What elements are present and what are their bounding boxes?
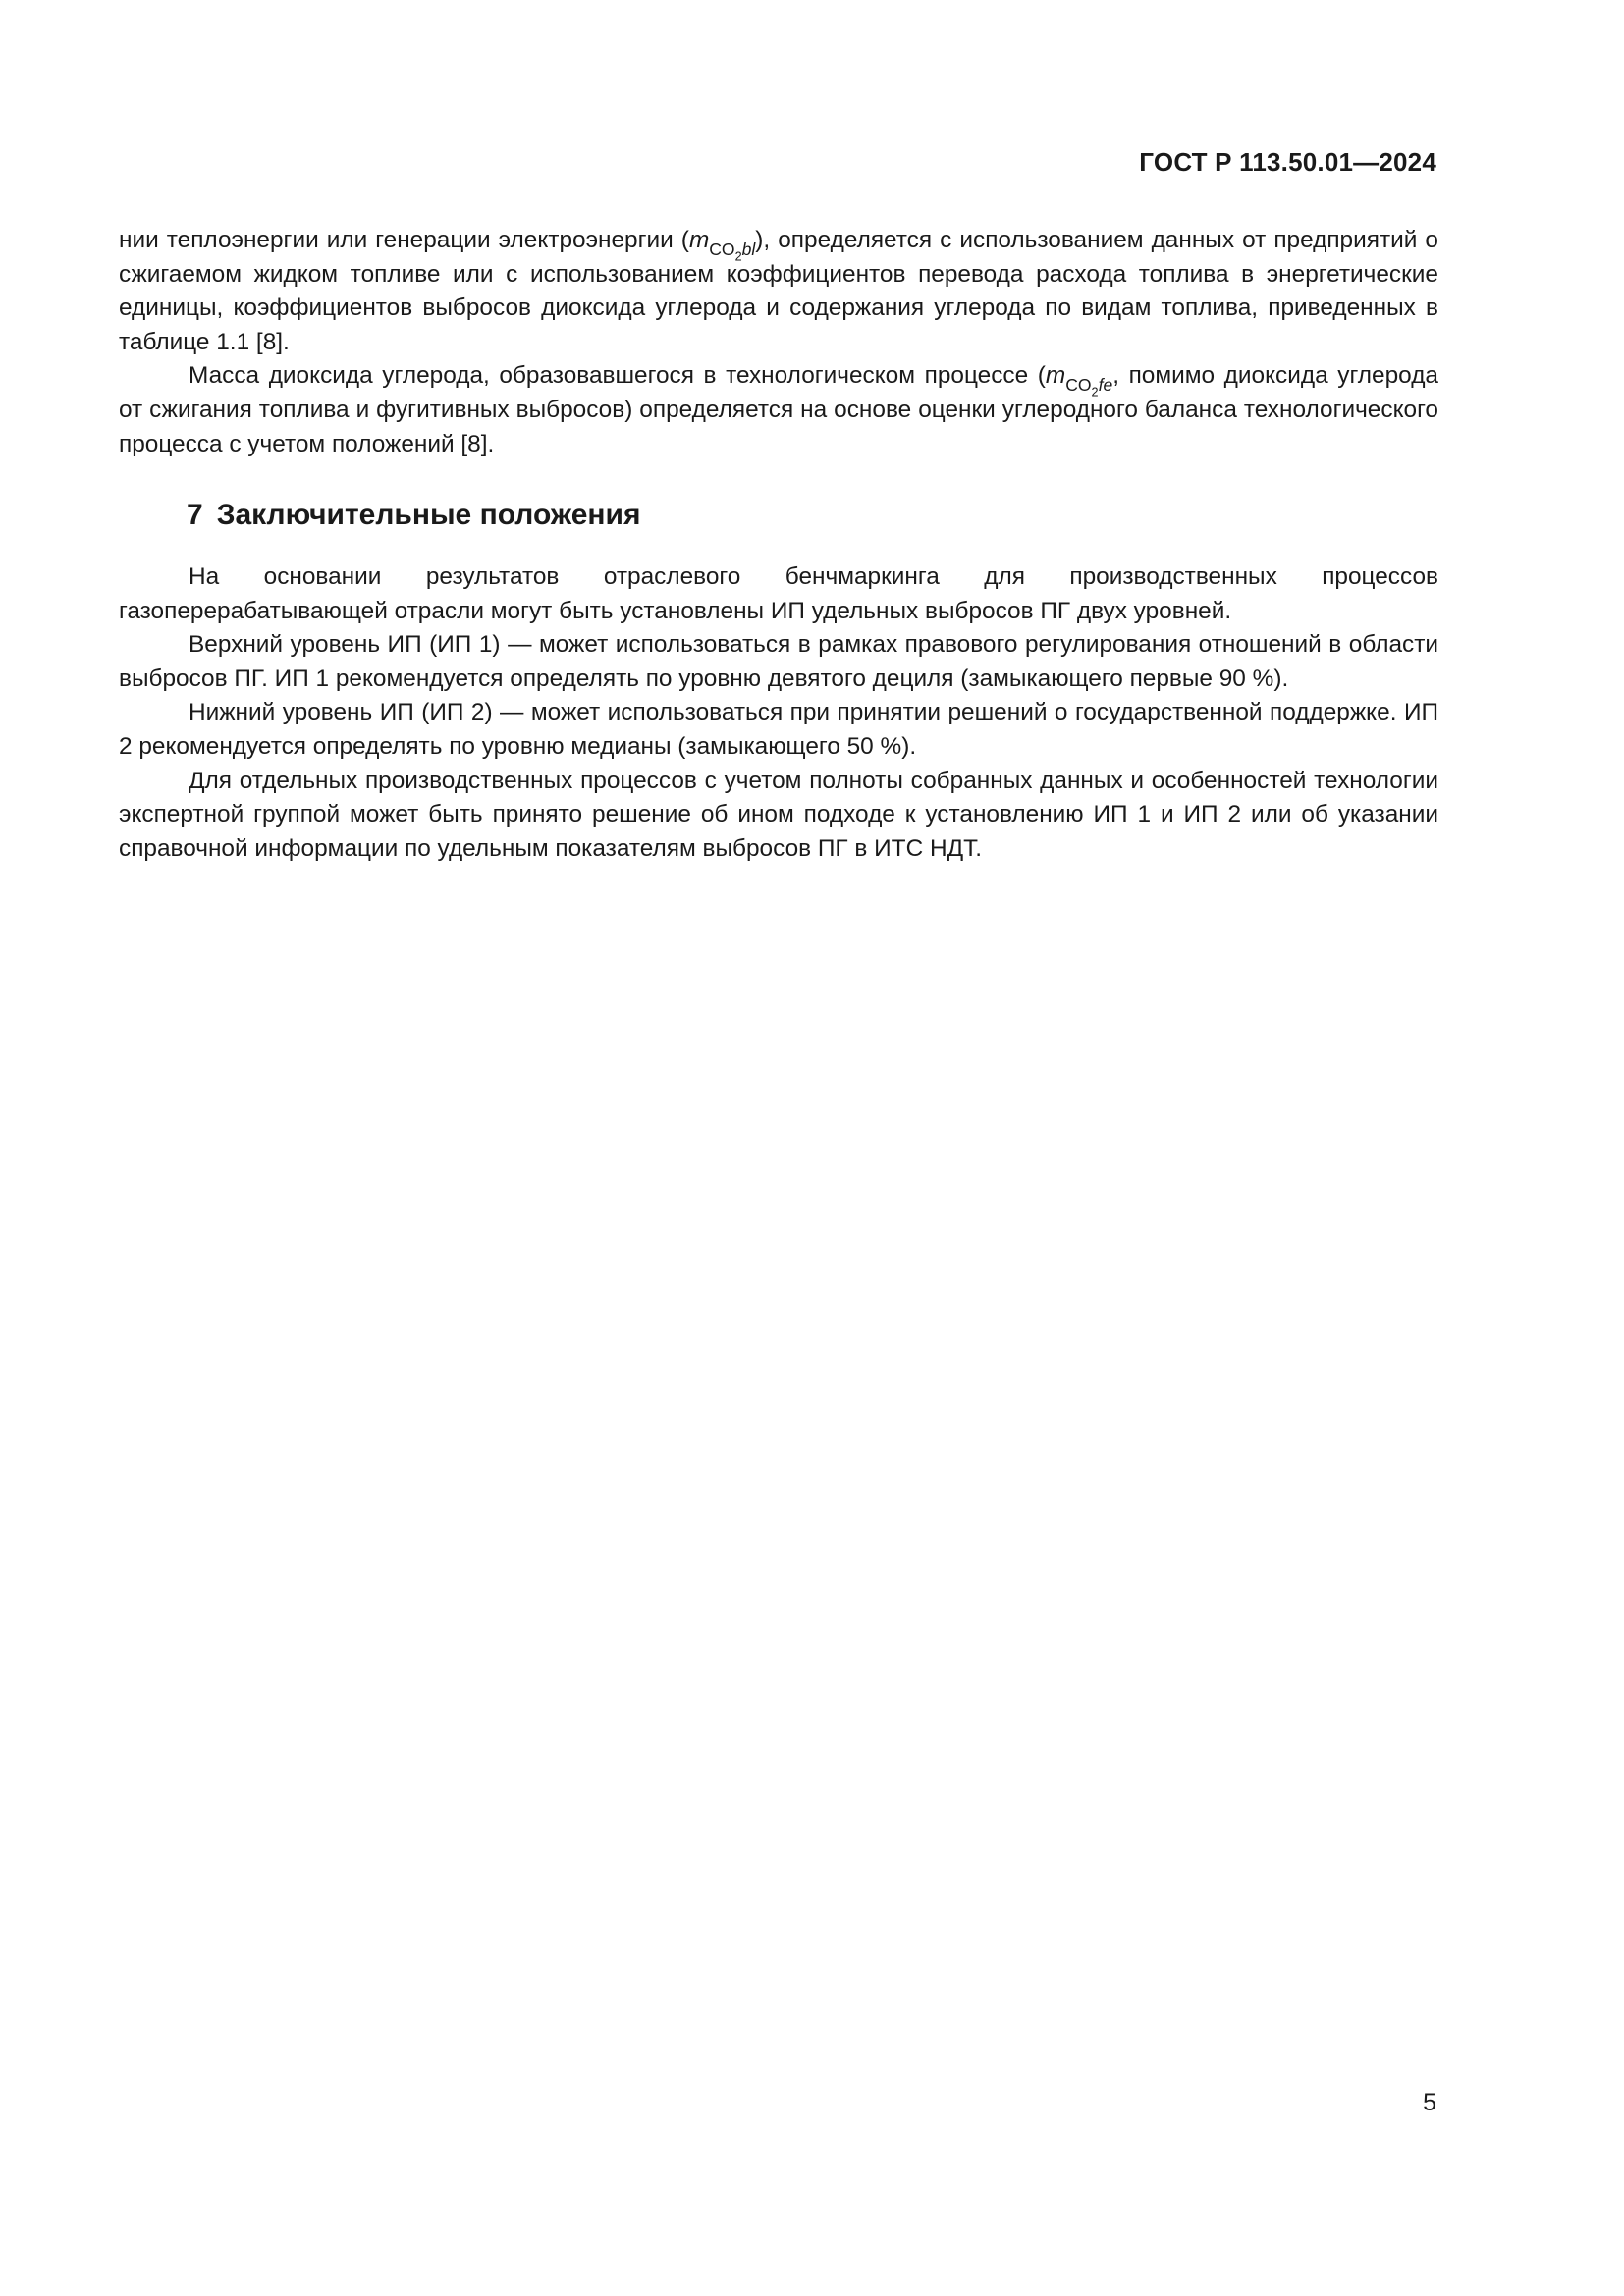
subscript-index: fe	[1098, 375, 1113, 396]
section-body	[119, 561, 1438, 866]
paragraph: На основании результатов отраслевого бенчмаркинга для производственных процессов газоперерабатывающей отрасли могут быть установлены ИП удельных выбросов ПГ двух уровней.	[119, 563, 1438, 624]
section-heading	[187, 499, 641, 532]
subscript	[709, 239, 756, 264]
document-code-header: ГОСТ Р 113.50.01—2024	[1139, 147, 1436, 177]
paragraph-co2-mass	[119, 359, 1438, 461]
paragraph-continued	[119, 224, 1438, 359]
section-title: Заключительные положения	[216, 499, 641, 531]
paragraph-text-start: нии теплоэнергии или генерации электроэнергии (	[119, 227, 689, 253]
subscript-co: CO	[709, 239, 735, 259]
math-variable-m: m	[1045, 362, 1066, 390]
subscript-2: 2	[734, 249, 742, 264]
section-number: 7	[187, 499, 203, 531]
continuation-text	[119, 224, 1438, 461]
paragraph: Для отдельных производственных процессов с учетом полноты собранных данных и особенностей технологии экспертной группой может быть принято решение об ином подходе к установлению ИП 1 и ИП 2 или об указании справочной информации по удельным показателям выбросов ПГ в ИТС НДТ.	[119, 767, 1438, 862]
paragraph: Нижний уровень ИП (ИП 2) — может использоваться при принятии решений о государственной поддержке. ИП 2 рекомендуется определять по уровню медианы (замыкающего 50 %).	[119, 699, 1438, 760]
math-variable-m: m	[688, 227, 710, 253]
paragraph-text-end: , помимо диоксида углерода от сжигания топлива и фугитивных выбросов) определяется на основе оценки углеродного баланса технологического процесса с учетом положений [8].	[119, 362, 1438, 457]
subscript-index: bl	[741, 239, 756, 259]
paragraph-text-start: Масса диоксида углерода, образовавшегося в технологическом процессе (	[189, 362, 1046, 390]
subscript	[1065, 375, 1113, 400]
page-number: 5	[1423, 2089, 1436, 2116]
subscript-co: CO	[1065, 375, 1092, 396]
subscript-2: 2	[1091, 385, 1099, 400]
paragraph-text-end: ), определяется с использованием данных от предприятий о сжигаемом жидком топливе или с использованием коэффициентов перевода расхода топлива в энергетические единицы, коэффициентов выбросов диоксида углерода и содержания углерода по видам топлива, приведенных в таблице 1.1 [8].	[119, 227, 1438, 355]
paragraph: Верхний уровень ИП (ИП 1) — может использоваться в рамках правового регулирования отношений в области выбросов ПГ. ИП 1 рекомендуется определять по уровню девятого дециля (замыкающего первые 90 %).	[119, 631, 1438, 692]
